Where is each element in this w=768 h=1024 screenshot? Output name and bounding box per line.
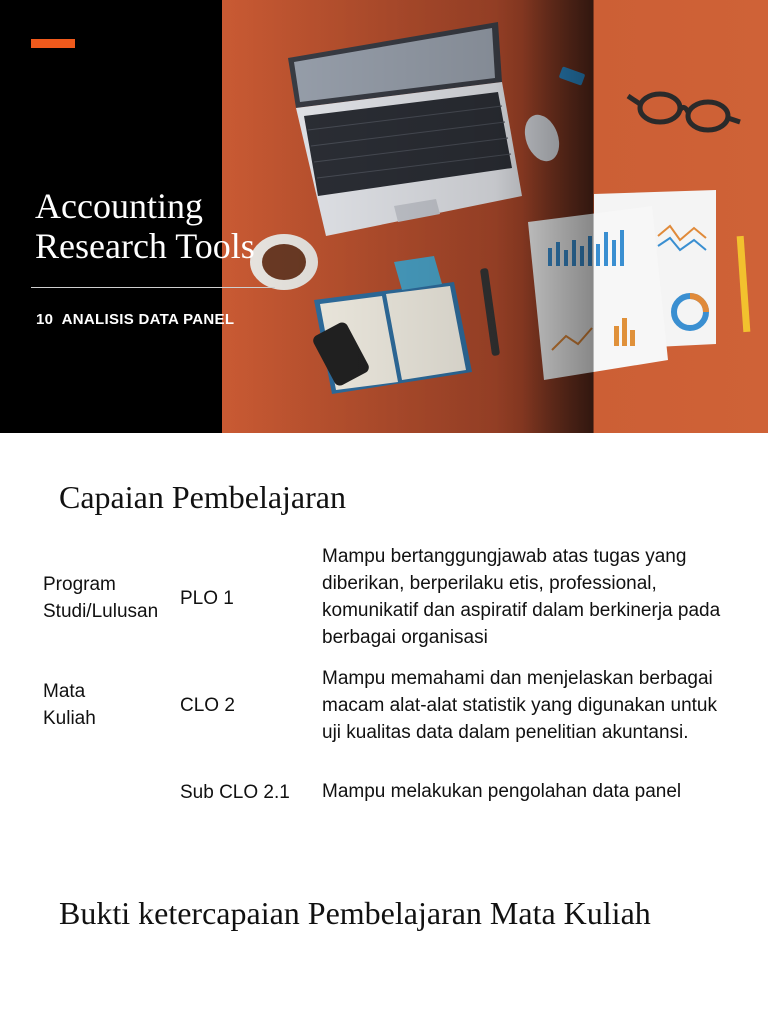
slide-title [35,186,295,266]
desk-illustration [222,0,768,433]
title-slide [0,0,768,433]
section-heading-bukti: Bukti ketercapaian Pembelajaran Mata Kuliah [59,895,651,931]
title-divider [31,287,275,288]
section-heading-capaian: Capaian Pembelajaran [59,479,346,515]
table-row-code: PLO 1 [180,588,234,609]
hero-image [222,0,768,433]
slide-subtitle: 10 ANALISIS DATA PANEL [36,311,235,328]
table-row-desc: Mampu melakukan pengolahan data panel [322,781,682,802]
table-row-code: Sub CLO 2.1 [180,782,290,803]
table-row-label: Program Studi/Lulusan [43,574,159,622]
table-row-label: Mata Kuliah [43,681,96,729]
table-row-desc: Mampu bertanggungjawab atas tugas yang diberikan, berperilaku etis, professional, komunikatif dan aspiratif dalam berkinerja pada berbagai organisasi [322,546,721,648]
table-row-code: CLO 2 [180,695,235,716]
table-row-desc: Mampu memahami dan menjelaskan berbagai macam alat-alat statistik yang digunakan untuk uji kualitas data dalam penelitian akuntansi. [322,668,717,743]
title-line-2: Research Tools [35,226,255,266]
title-line-1: Accounting [35,186,203,226]
accent-bar [31,39,75,48]
